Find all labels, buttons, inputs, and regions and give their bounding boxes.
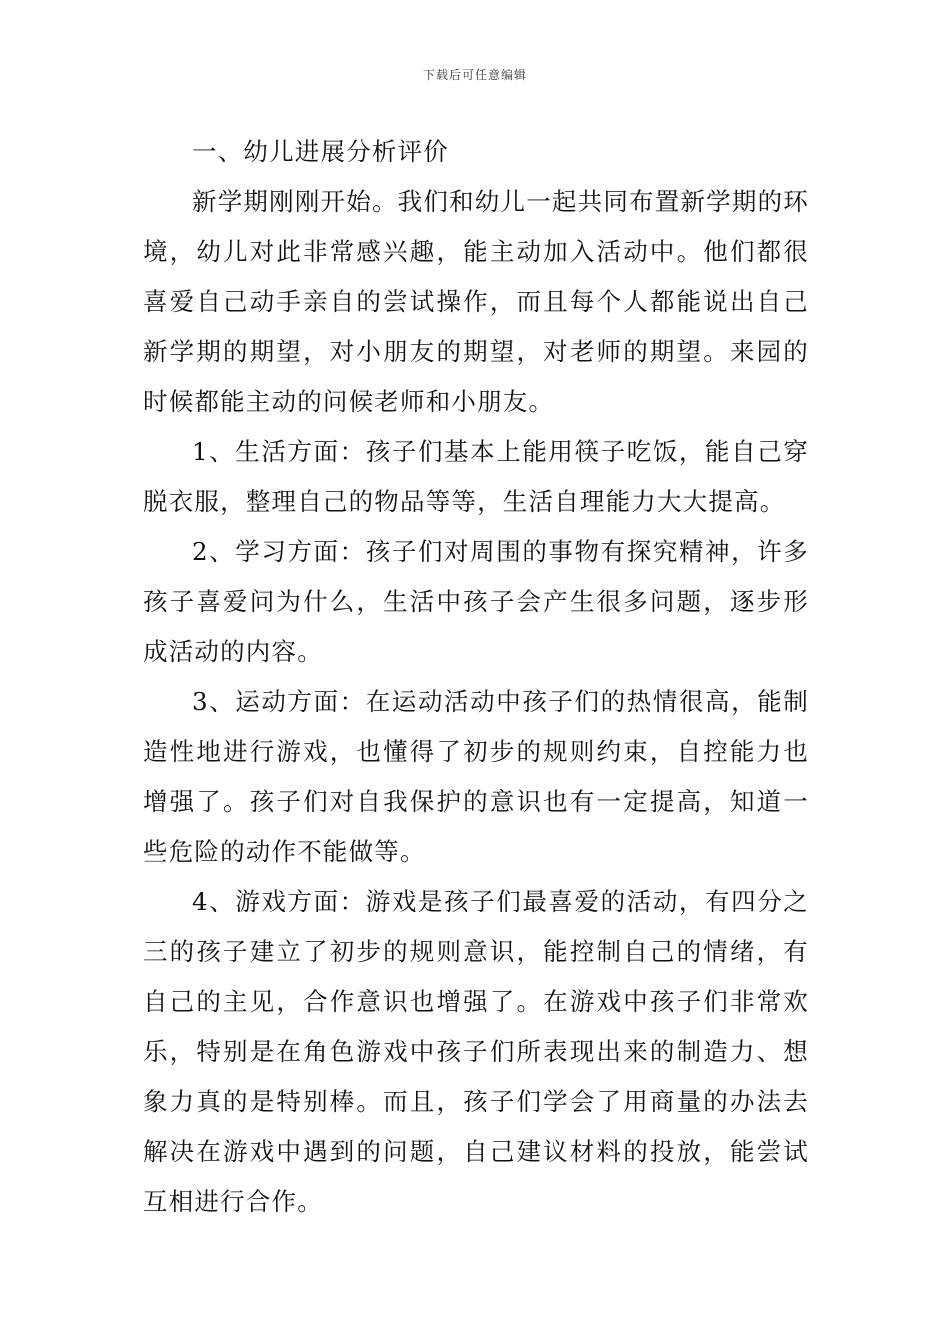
- game-aspect-paragraph: 4、游戏方面：游戏是孩子们最喜爱的活动，有四分之三的孩子建立了初步的规则意识，能控制自己的情绪，有自己的主见，合作意识也增强了。在游戏中孩子们非常欢乐，特别是在角色游戏中孩子们所表现出来的制造力、想象力真的是特别棒。而且，孩子们学会了用商量的办法去解决在游戏中遇到的问题，自己建议材料的投放，能尝试互相进行合作。: [143, 887, 809, 1216]
- learning-aspect-paragraph: 2、学习方面：孩子们对周围的事物有探究精神，许多孩子喜爱问为什么，生活中孩子会产生很多问题，逐步形成活动的内容。: [143, 537, 809, 666]
- document-body: [143, 127, 809, 1227]
- section-heading: 一、幼儿进展分析评价: [192, 137, 449, 166]
- sports-aspect-paragraph: 3、运动方面：在运动活动中孩子们的热情很高，能制造性地进行游戏，也懂得了初步的规则约束，自控能力也增强了。孩子们对自我保护的意识也有一定提高，知道一些危险的动作不能做等。: [143, 687, 809, 866]
- life-aspect-paragraph: 1、生活方面：孩子们基本上能用筷子吃饭，能自己穿脱衣服，整理自己的物品等等，生活自理能力大大提高。: [143, 437, 809, 516]
- header-note: 下载后可任意编辑: [422, 68, 527, 82]
- intro-paragraph: 新学期刚刚开始。我们和幼儿一起共同布置新学期的环境，幼儿对此非常感兴趣，能主动加入活动中。他们都很喜爱自己动手亲自的尝试操作，而且每个人都能说出自己新学期的期望，对小朋友的期望，对老师的期望。来园的时候都能主动的问候老师和小朋友。: [143, 187, 809, 416]
